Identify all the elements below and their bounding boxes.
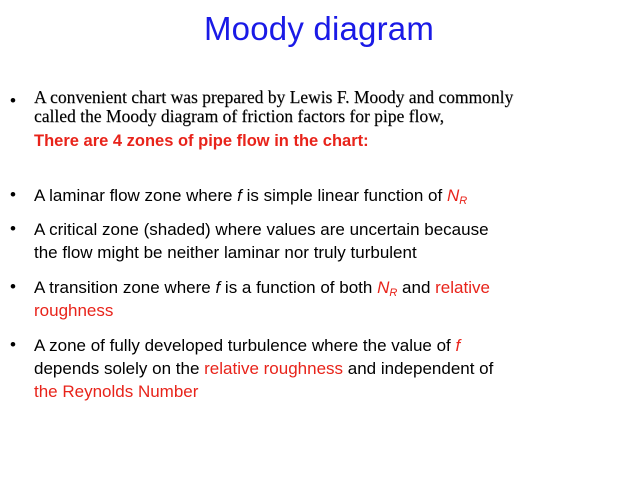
list-item	[34, 184, 618, 207]
list-item	[34, 218, 618, 264]
transition-and: and	[397, 278, 436, 297]
bullet-marker: •	[10, 185, 16, 204]
roughness-term: roughness	[34, 301, 114, 320]
bullet-marker: •	[10, 91, 16, 110]
moody-intro-line-2: called the Moody diagram of friction factors for pipe flow,	[34, 106, 444, 126]
reynolds-symbol: N	[377, 278, 390, 297]
list-item	[34, 334, 618, 403]
turbulence-text-3: and independent of	[343, 359, 494, 378]
laminar-text-mid: is simple linear function of	[241, 186, 447, 205]
transition-text-mid: is a function of both	[220, 278, 378, 297]
turbulence-text-2: depends solely on the	[34, 359, 205, 378]
friction-factor-symbol: f	[455, 336, 461, 355]
turbulence-text: A zone of fully developed turbulence where the value of	[34, 336, 456, 355]
relative-roughness-term: relative roughness	[204, 359, 344, 378]
page-title: Moody diagram	[203, 10, 435, 47]
laminar-text: A laminar flow zone where	[34, 186, 238, 205]
relative-roughness-term: relative	[435, 278, 490, 297]
reynolds-number-term: the Reynolds Number	[34, 382, 199, 401]
critical-zone-line-1: A critical zone (shaded) where values are uncertain because	[34, 220, 489, 239]
bullet-marker: •	[10, 277, 16, 296]
critical-zone-line-2: the flow might be neither laminar nor truly turbulent	[34, 243, 417, 262]
friction-factor-symbol: f	[215, 278, 221, 297]
zones-heading: There are 4 zones of pipe flow in the chart:	[34, 132, 369, 150]
list-item	[34, 276, 618, 322]
reynolds-symbol: N	[446, 186, 460, 205]
bullet-marker: •	[10, 219, 16, 238]
friction-factor-symbol: f	[237, 186, 242, 205]
moody-intro-line-1: A convenient chart was prepared by Lewis F. Moody and commonly	[34, 87, 514, 107]
reynolds-subscript: R	[459, 195, 468, 207]
bullet-marker: •	[10, 335, 16, 354]
transition-text: A transition zone where	[34, 278, 216, 297]
reynolds-subscript: R	[389, 287, 398, 299]
list-item	[34, 88, 618, 151]
